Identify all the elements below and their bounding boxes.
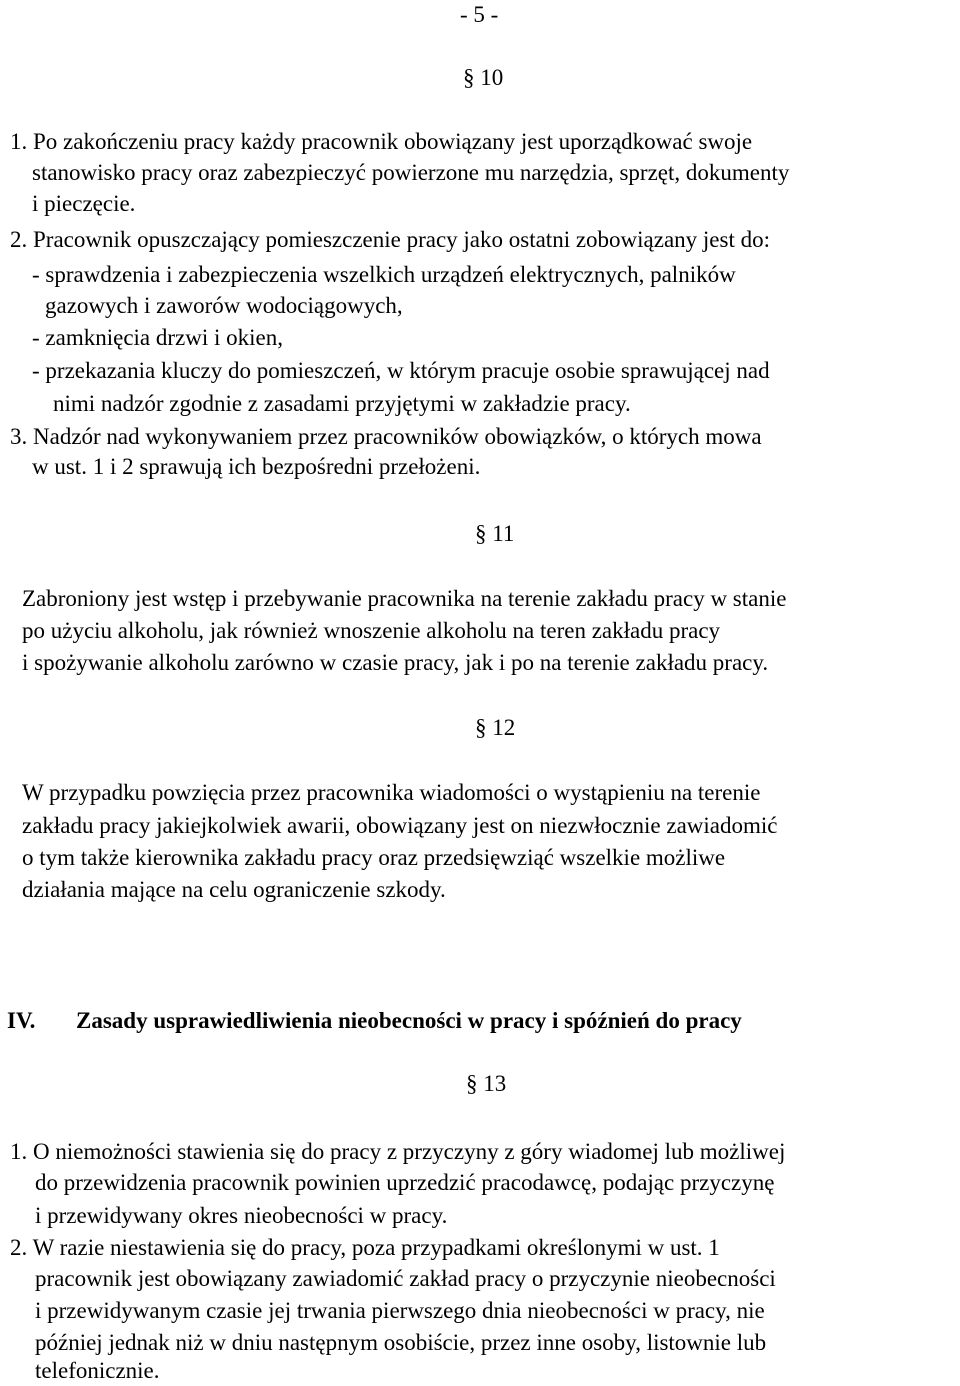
text-line: telefonicznie.: [35, 1358, 160, 1383]
text-line: - sprawdzenia i zabezpieczenia wszelkich urządzeń elektrycznych, palników: [32, 262, 736, 287]
page-number: - 5 -: [460, 2, 499, 27]
section-10-title: § 10: [463, 65, 504, 90]
text-line: Zabroniony jest wstęp i przebywanie pracownika na terenie zakładu pracy w stanie: [22, 586, 787, 611]
text-line: 2. W razie niestawienia się do pracy, poza przypadkami określonymi w ust. 1: [10, 1235, 720, 1260]
text-line: 1. Po zakończeniu pracy każdy pracownik obowiązany jest uporządkować swoje: [10, 129, 753, 154]
text-line: pracownik jest obowiązany zawiadomić zakład pracy o przyczynie nieobecności: [35, 1266, 776, 1291]
text-line: do przewidzenia pracownik powinien uprzedzić pracodawcę, podając przyczynę: [35, 1170, 775, 1195]
section-11-title: § 11: [475, 521, 515, 546]
chapter-4-number: IV.: [7, 1008, 36, 1033]
text-line: później jednak niż w dniu następnym osobiście, przez inne osoby, listownie lub: [35, 1330, 767, 1355]
text-line: zakładu pracy jakiejkolwiek awarii, obowiązany jest on niezwłocznie zawiadomić: [22, 813, 778, 838]
text-line: działania mające na celu ograniczenie szkody.: [22, 877, 446, 902]
text-line: o tym także kierownika zakładu pracy oraz przedsięwziąć wszelkie możliwe: [22, 845, 726, 870]
section-13-title: § 13: [466, 1071, 507, 1096]
text-line: 1. O niemożności stawienia się do pracy z przyczyny z góry wiadomej lub możliwej: [10, 1139, 786, 1164]
text-line: po użyciu alkoholu, jak również wnoszenie alkoholu na teren zakładu pracy: [22, 618, 721, 643]
section-12-title: § 12: [475, 715, 516, 740]
text-line: W przypadku powzięcia przez pracownika wiadomości o wystąpieniu na terenie: [22, 780, 761, 805]
text-line: 2. Pracownik opuszczający pomieszczenie pracy jako ostatni zobowiązany jest do:: [10, 227, 770, 252]
text-line: stanowisko pracy oraz zabezpieczyć powierzone mu narzędzia, sprzęt, dokumenty: [32, 160, 790, 185]
text-line: w ust. 1 i 2 sprawują ich bezpośredni przełożeni.: [32, 454, 481, 479]
text-line: i spożywanie alkoholu zarówno w czasie pracy, jak i po na terenie zakładu pracy.: [22, 650, 769, 675]
text-line: - przekazania kluczy do pomieszczeń, w którym pracuje osobie sprawującej nad: [32, 358, 770, 383]
text-line: 3. Nadzór nad wykonywaniem przez pracowników obowiązków, o których mowa: [10, 424, 762, 449]
text-line: gazowych i zaworów wodociągowych,: [45, 293, 403, 318]
text-line: i pieczęcie.: [32, 191, 136, 216]
chapter-4-title: Zasady usprawiedliwienia nieobecności w pracy i spóźnień do pracy: [76, 1008, 742, 1033]
text-line: - zamknięcia drzwi i okien,: [32, 325, 283, 350]
text-line: nimi nadzór zgodnie z zasadami przyjętymi w zakładzie pracy.: [53, 391, 631, 416]
text-line: i przewidywanym czasie jej trwania pierwszego dnia nieobecności w pracy, nie: [35, 1298, 765, 1323]
text-line: i przewidywany okres nieobecności w pracy.: [35, 1203, 448, 1228]
